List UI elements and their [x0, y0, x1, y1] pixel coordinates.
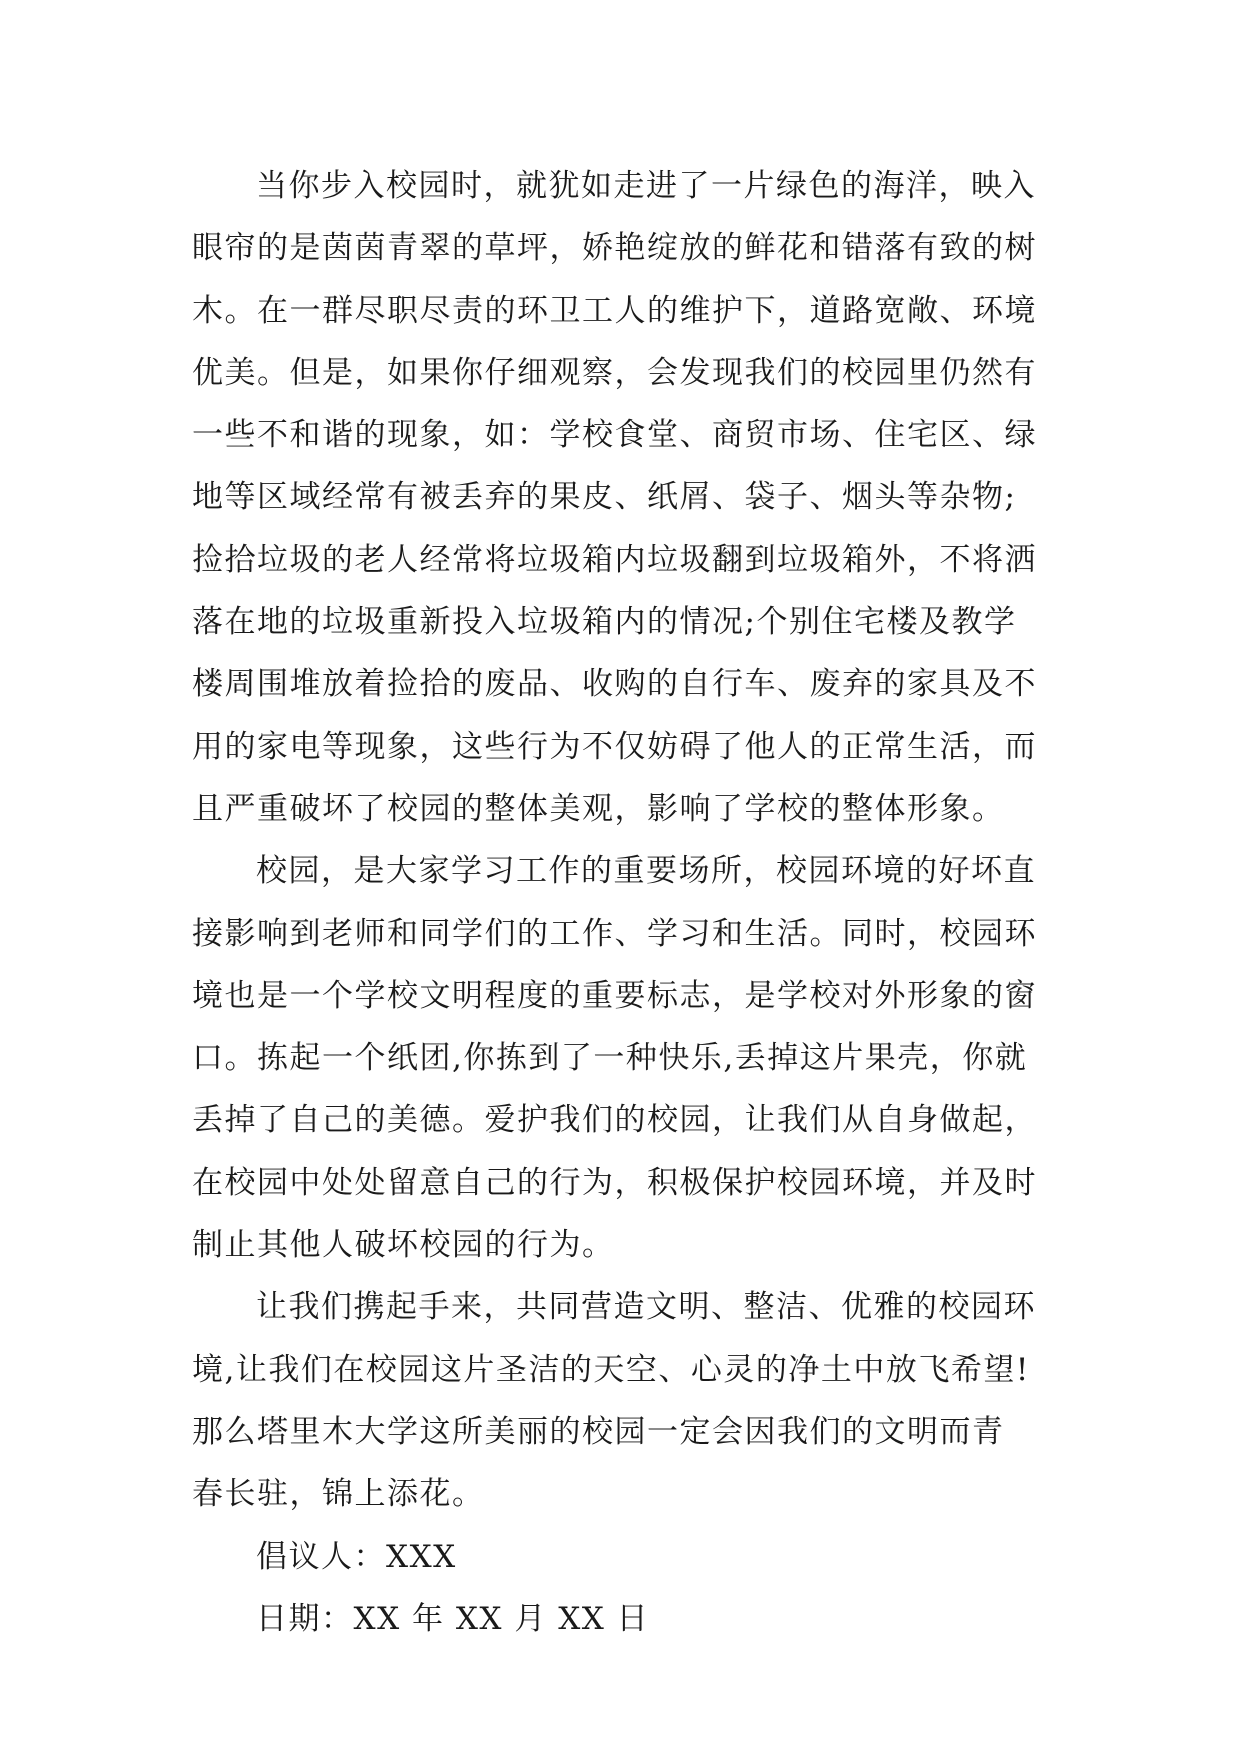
- text-line: 校园，是大家学习工作的重要场所，校园环境的好坏直: [256, 853, 1036, 890]
- text-line: 那么塔里木大学这所美丽的校园一定会因我们的文明而青: [192, 1413, 1005, 1450]
- document-body: [192, 155, 1062, 1650]
- proposer-line: 倡议人：XXX: [256, 1538, 457, 1575]
- text-line: 木。在一群尽职尽责的环卫工人的维护下，道路宽敞、环境: [192, 292, 1037, 329]
- text-line: 地等区域经常有被丢弃的果皮、纸屑、袋子、烟头等杂物;: [192, 479, 1017, 516]
- text-line: 且严重破坏了校园的整体美观，影响了学校的整体形象。: [192, 790, 1005, 827]
- text-line: 境也是一个学校文明程度的重要标志，是学校对外形象的窗: [192, 977, 1037, 1014]
- text-line: 捡拾垃圾的老人经常将垃圾箱内垃圾翻到垃圾箱外，不将洒: [192, 541, 1037, 578]
- text-line: 制止其他人破坏校园的行为。: [192, 1227, 615, 1264]
- text-line: 优美。但是，如果你仔细观察，会发现我们的校园里仍然有: [192, 354, 1037, 391]
- text-line: 楼周围堆放着捡拾的废品、收购的自行车、废弃的家具及不: [192, 666, 1037, 703]
- text-line: 在校园中处处留意自己的行为，积极保护校园环境，并及时: [192, 1164, 1037, 1201]
- text-line: 境,让我们在校园这片圣洁的天空、心灵的净土中放飞希望!: [192, 1351, 1030, 1388]
- paragraph-2: [192, 840, 1062, 1276]
- text-line: 用的家电等现象，这些行为不仅妨碍了他人的正常生活，而: [192, 728, 1037, 765]
- paragraph-1: [192, 155, 1062, 840]
- text-line: 春长驻，锦上添花。: [192, 1476, 485, 1513]
- text-line: 一些不和谐的现象，如：学校食堂、商贸市场、住宅区、绿: [192, 417, 1037, 454]
- text-line: 落在地的垃圾重新投入垃圾箱内的情况;个别住宅楼及教学: [192, 604, 1017, 641]
- text-line: 口。拣起一个纸团,你拣到了一种快乐,丢掉这片果壳，你就: [192, 1040, 1028, 1077]
- paragraph-3: [192, 1276, 1062, 1525]
- text-line: 接影响到老师和同学们的工作、学习和生活。同时，校园环: [192, 915, 1037, 952]
- signature-block: [192, 1526, 1062, 1651]
- text-line: 丢掉了自己的美德。爱护我们的校园，让我们从自身做起，: [192, 1102, 1037, 1139]
- text-line: 当你步入校园时，就犹如走进了一片绿色的海洋，映入: [256, 168, 1036, 204]
- text-line: 让我们携起手来，共同营造文明、整洁、优雅的校园环: [256, 1289, 1036, 1326]
- text-line: 眼帘的是茵茵青翠的草坪，娇艳绽放的鲜花和错落有致的树: [192, 230, 1037, 267]
- date-line: 日期：XX 年 XX 月 XX 日: [256, 1600, 650, 1637]
